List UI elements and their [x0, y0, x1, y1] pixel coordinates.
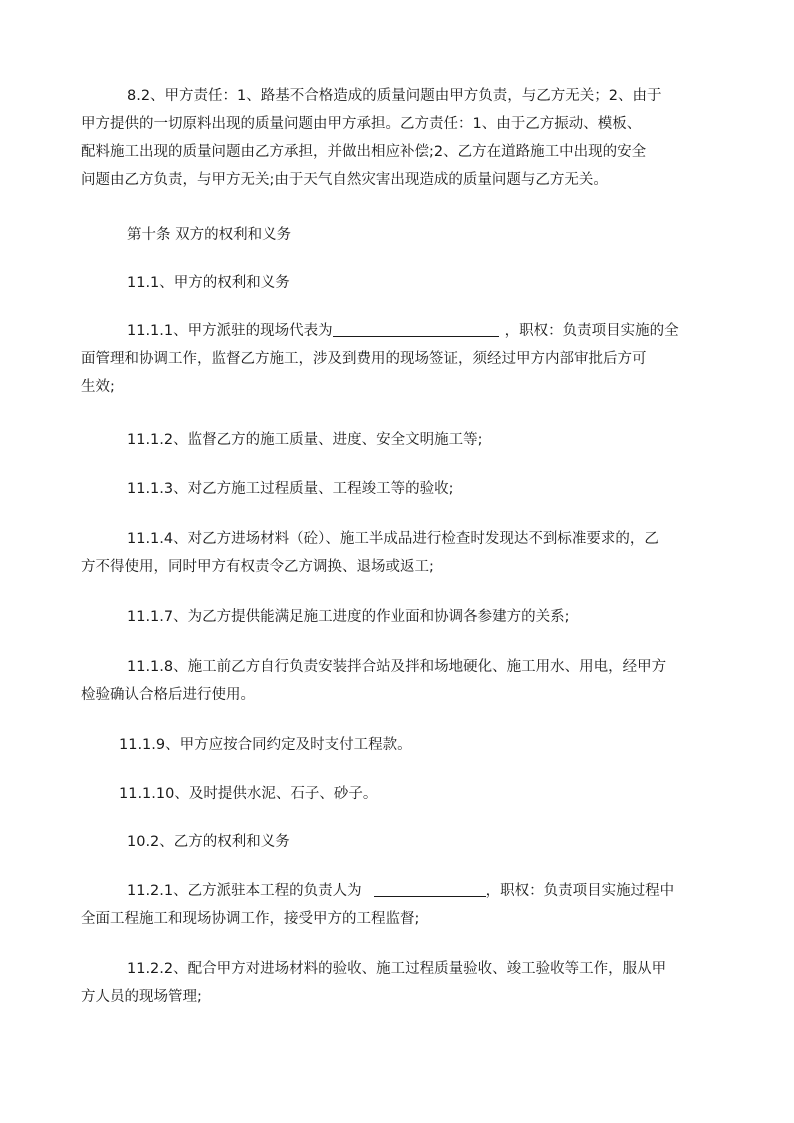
clause-11-1-2 [81, 426, 731, 454]
clause-11-1-9-text: 11.1.9、甲方应按合同约定及时支付工程款。 [119, 737, 412, 753]
clause-11-1-1 [81, 317, 731, 401]
clause-8-2 [81, 82, 731, 194]
section-11-1-heading-text: 11.1、甲方的权利和义务 [127, 275, 290, 291]
clause-11-2-1-prefix: 11.2.1、乙方派驻本工程的负责人为 [127, 883, 362, 899]
clause-11-1-7-text: 11.1.7、为乙方提供能满足施工进度的作业面和协调各参建方的关系; [127, 609, 570, 625]
article-10-heading-text: 第十条 双方的权利和义务 [127, 227, 292, 243]
clause-11-2-1 [81, 877, 731, 933]
clause-11-2-1-line-1 [81, 877, 731, 905]
clause-11-1-10 [81, 780, 731, 808]
clause-11-2-2 [81, 955, 731, 1011]
clause-11-1-4-line-2: 方不得使用，同时甲方有权责令乙方调换、退场或返工; [81, 559, 434, 575]
clause-11-1-3 [81, 475, 731, 503]
section-11-1-heading [81, 269, 731, 297]
clause-11-2-2-line-2: 方人员的现场管理; [81, 989, 202, 1005]
clause-11-1-7 [81, 603, 731, 631]
clause-8-2-line-3: 配料施工出现的质量问题由乙方承担，并做出相应补偿;2、乙方在道路施工中出现的安全 [81, 144, 647, 160]
clause-11-2-1-line-2: 全面工程施工和现场协调工作，接受甲方的工程监督; [81, 911, 420, 927]
clause-8-2-line-2: 甲方提供的一切原料出现的质量问题由甲方承担。乙方责任：1、由于乙方振动、模板、 [81, 116, 642, 132]
clause-11-1-2-text: 11.1.2、监督乙方的施工质量、进度、安全文明施工等; [127, 432, 483, 448]
clause-11-1-1-line-2: 面管理和协调工作，监督乙方施工，涉及到费用的现场签证，须经过甲方内部审批后方可 [81, 351, 647, 367]
article-10-heading [81, 221, 731, 249]
responsible-person-blank [374, 880, 486, 897]
clause-11-1-10-text: 11.1.10、及时提供水泥、石子、砂子。 [119, 786, 378, 802]
clause-11-1-1-suffix: ，职权：负责项目实施的全 [504, 323, 679, 339]
clause-11-2-2-line-1: 11.2.2、配合甲方对进场材料的验收、施工过程质量验收、竣工验收等工作，服从甲 [127, 961, 667, 977]
clause-11-1-3-text: 11.1.3、对乙方施工过程质量、工程竣工等的验收; [127, 481, 454, 497]
clause-11-1-9 [81, 731, 731, 759]
section-10-2-heading [81, 828, 731, 856]
clause-11-1-4-line-1: 11.1.4、对乙方进场材料（砼）、施工半成品进行检查时发现达不到标准要求的，乙 [127, 531, 659, 547]
clause-11-1-1-prefix: 11.1.1、甲方派驻的现场代表为 [127, 323, 333, 339]
representative-blank [333, 320, 499, 337]
clause-11-1-8-line-1: 11.1.8、施工前乙方自行负责安装拌合站及拌和场地硬化、施工用水、用电，经甲方 [127, 659, 667, 675]
clause-8-2-line-1: 8.2、甲方责任：1、路基不合格造成的质量问题由甲方负责，与乙方无关；2、由于 [127, 88, 662, 104]
clause-11-2-1-suffix: ，职权：负责项目实施过程中 [485, 883, 675, 899]
clause-11-1-8 [81, 653, 731, 709]
clause-11-1-4 [81, 525, 731, 581]
clause-11-1-1-line-1 [81, 317, 731, 345]
section-10-2-heading-text: 10.2、乙方的权利和义务 [127, 834, 290, 850]
clause-11-1-1-line-3: 生效; [81, 379, 115, 395]
clause-8-2-line-4: 问题由乙方负责，与甲方无关;由于天气自然灾害出现造成的质量问题与乙方无关。 [81, 172, 608, 188]
clause-11-1-8-line-2: 检验确认合格后进行使用。 [81, 687, 255, 703]
